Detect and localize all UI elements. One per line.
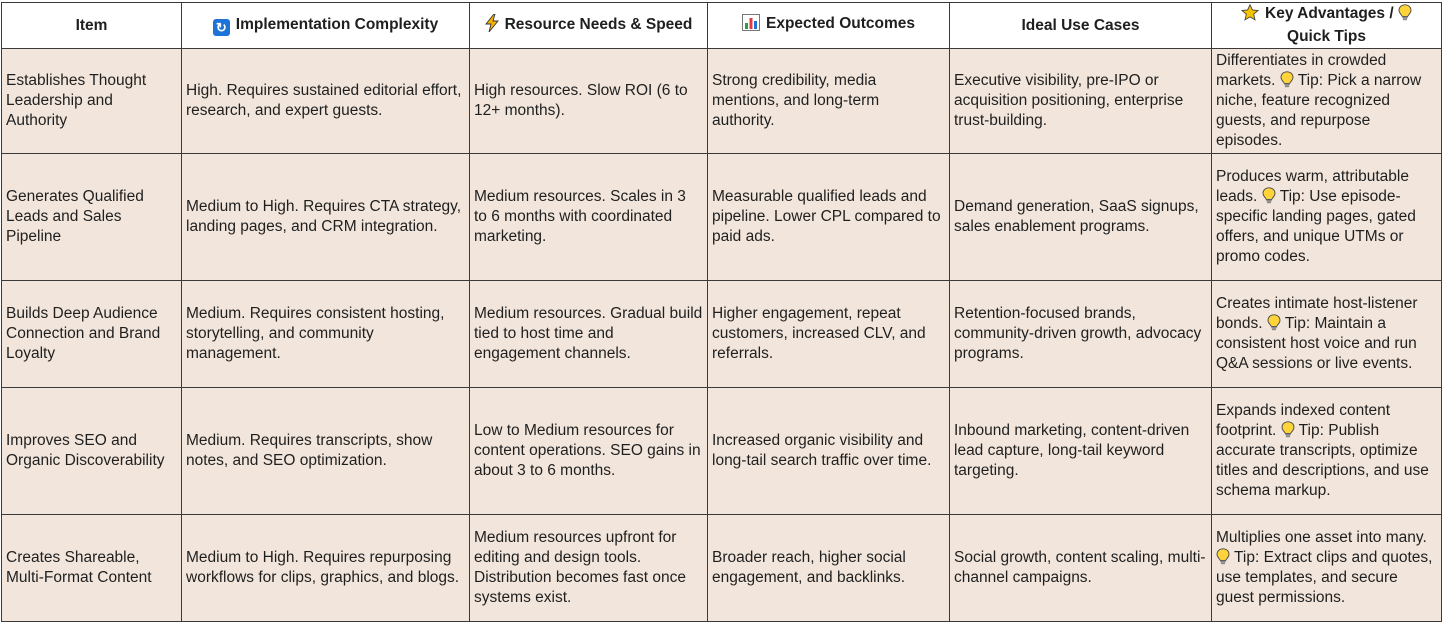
bar-chart-icon	[742, 14, 760, 37]
cell-resources: High resources. Slow ROI (6 to 12+ months).	[470, 49, 708, 154]
lightbulb-icon	[1216, 548, 1230, 565]
header-use-cases: Ideal Use Cases	[950, 3, 1212, 49]
header-advantages: Key Advantages / Quick Tips	[1212, 3, 1442, 49]
cell-outcomes: Increased organic visibility and long-tail search traffic over time.	[708, 388, 950, 515]
lightbulb-icon	[1281, 421, 1295, 438]
cell-item: Builds Deep Audience Connection and Brand Loyalty	[2, 281, 182, 388]
table-row	[2, 281, 1442, 388]
cell-item: Creates Shareable, Multi-Format Content	[2, 515, 182, 622]
header-row	[2, 3, 1442, 49]
cell-advantages: Multiplies one asset into many. Tip: Extract clips and quotes, use templates, and secure guest permissions.	[1212, 515, 1442, 622]
cell-item: Improves SEO and Organic Discoverability	[2, 388, 182, 515]
header-item: Item	[2, 3, 182, 49]
cell-outcomes: Strong credibility, media mentions, and long-term authority.	[708, 49, 950, 154]
cell-complexity: Medium. Requires transcripts, show notes, and SEO optimization.	[182, 388, 470, 515]
cell-outcomes: Higher engagement, repeat customers, increased CLV, and referrals.	[708, 281, 950, 388]
cell-complexity: High. Requires sustained editorial effort, research, and expert guests.	[182, 49, 470, 154]
cell-complexity: Medium to High. Requires CTA strategy, landing pages, and CRM integration.	[182, 154, 470, 281]
star-icon	[1241, 4, 1259, 27]
cell-advantages: Differentiates in crowded markets. Tip: Pick a narrow niche, feature recognized guests, and repurpose episodes.	[1212, 49, 1442, 154]
header-resources: Resource Needs & Speed	[470, 3, 708, 49]
cell-advantages: Expands indexed content footprint. Tip: Publish accurate transcripts, optimize titles and descriptions, and use schema markup.	[1212, 388, 1442, 515]
header-outcomes: Expected Outcomes	[708, 3, 950, 49]
lightbulb-icon	[1280, 71, 1294, 88]
cell-item: Generates Qualified Leads and Sales Pipeline	[2, 154, 182, 281]
table-row	[2, 154, 1442, 281]
cell-complexity: Medium to High. Requires repurposing workflows for clips, graphics, and blogs.	[182, 515, 470, 622]
cell-use-cases: Demand generation, SaaS signups, sales enablement programs.	[950, 154, 1212, 281]
table-row	[2, 388, 1442, 515]
cell-advantages: Produces warm, attributable leads. Tip: Use episode-specific landing pages, gated offers, and unique UTMs or promo codes.	[1212, 154, 1442, 281]
cell-complexity: Medium. Requires consistent hosting, storytelling, and community management.	[182, 281, 470, 388]
cell-use-cases: Executive visibility, pre-IPO or acquisition positioning, enterprise trust-building.	[950, 49, 1212, 154]
cell-resources: Medium resources. Gradual build tied to host time and engagement channels.	[470, 281, 708, 388]
comparison-table	[1, 2, 1442, 622]
cell-resources: Low to Medium resources for content operations. SEO gains in about 3 to 6 months.	[470, 388, 708, 515]
table-row	[2, 515, 1442, 622]
cell-item: Establishes Thought Leadership and Authority	[2, 49, 182, 154]
cell-outcomes: Broader reach, higher social engagement, and backlinks.	[708, 515, 950, 622]
cell-outcomes: Measurable qualified leads and pipeline. Lower CPL compared to paid ads.	[708, 154, 950, 281]
cell-use-cases: Inbound marketing, content-driven lead capture, long-tail keyword targeting.	[950, 388, 1212, 515]
lightbulb-icon	[1262, 187, 1276, 204]
lightbulb-icon	[1267, 314, 1281, 331]
lightbulb-icon	[1398, 4, 1412, 21]
header-complexity: ↻ Implementation Complexity	[182, 3, 470, 49]
cell-advantages: Creates intimate host-listener bonds. Tip: Maintain a consistent host voice and run Q&A sessions or live events.	[1212, 281, 1442, 388]
cell-resources: Medium resources upfront for editing and design tools. Distribution becomes fast once systems exist.	[470, 515, 708, 622]
table-row	[2, 49, 1442, 154]
cell-use-cases: Social growth, content scaling, multi-channel campaigns.	[950, 515, 1212, 622]
refresh-icon: ↻	[213, 19, 230, 36]
lightning-icon	[485, 14, 499, 38]
cell-resources: Medium resources. Scales in 3 to 6 months with coordinated marketing.	[470, 154, 708, 281]
cell-use-cases: Retention-focused brands, community-driven growth, advocacy programs.	[950, 281, 1212, 388]
